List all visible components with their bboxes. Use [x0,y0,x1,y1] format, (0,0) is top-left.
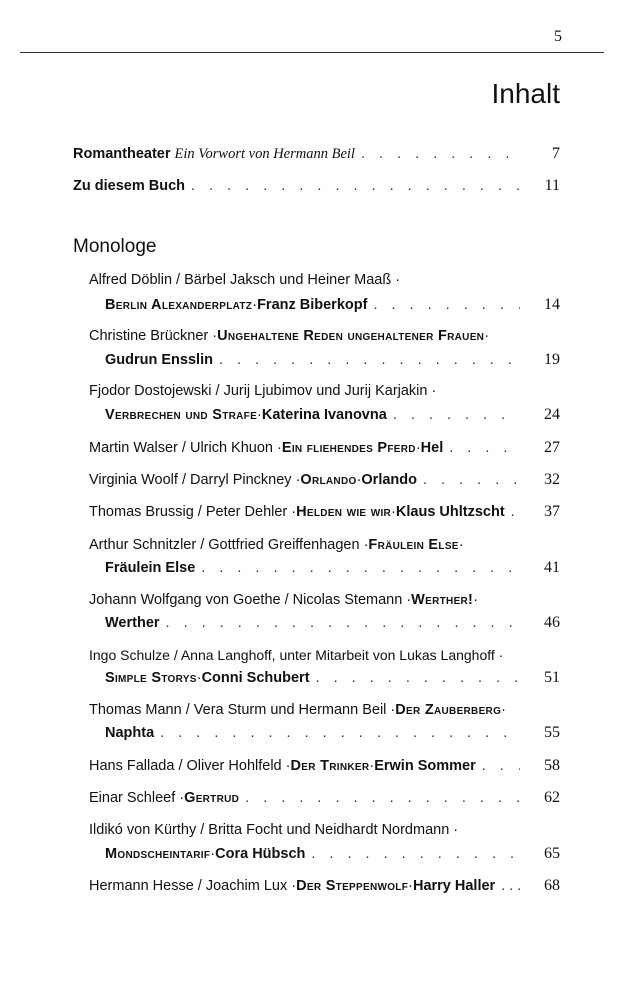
leader-dots [361,144,520,164]
leader-dots [201,558,520,578]
entry-work: Orlando [300,472,357,488]
separator: · [415,440,421,456]
page-number: 5 [554,28,562,45]
entry-author: Alfred Döblin / Bärbel Jaksch und Heiner Maaß · [89,272,401,288]
separator: · [252,297,258,313]
separator: · [408,878,413,894]
leader-dots [423,470,520,490]
entry-role: Gudrun Ensslin [105,352,213,368]
entry-author: Einar Schleef · [89,790,185,806]
separator: · [473,592,479,608]
entry-author: Arthur Schnitzler / Gottfried Greiffenhagen · [89,537,369,553]
toc-entry[interactable] [105,405,560,425]
entry-page: 32 [544,471,560,488]
separator: · [356,472,362,488]
entry-work: Verbrechen und Strafe [105,407,258,423]
leader-dots [511,502,520,522]
leader-dots [449,438,520,458]
toc-entry-line[interactable] [89,820,560,840]
toc-entry-line[interactable] [89,326,560,346]
entry-role: Conni Schubert [201,670,310,686]
entry-work: Mondscheintarif [105,846,211,862]
toc-entry[interactable] [105,558,560,578]
toc-entry-line[interactable] [89,645,560,665]
leader-dots [393,405,520,425]
separator: · [369,758,375,774]
toc-entry[interactable] [89,502,560,522]
entry-page: 11 [544,177,560,194]
toc-entry[interactable] [89,788,560,808]
separator: · [391,504,396,520]
separator: · [196,670,202,686]
entry-work: Der Steppenwolf [296,878,409,894]
entry-author: Ingo Schulze / Anna Langhoff, unter Mitarbeit von Lukas Langhoff · [89,647,504,663]
entry-role: Katerina Ivanovna [261,407,387,423]
entry-page: 55 [544,724,560,741]
leader-dots [482,756,520,776]
entry-role: Harry Haller [412,878,496,894]
entry-author: Virginia Woolf / Darryl Pinckney · [89,472,301,488]
entry-author: Christine Brückner · [89,328,218,344]
entry-subtitle: Ein Vorwort von Hermann Beil [174,146,355,162]
entry-role: Cora Hübsch [215,846,306,862]
toc-entry[interactable] [105,295,560,315]
entry-page: 37 [544,503,560,520]
entry-author: Johann Wolfgang von Goethe / Nicolas Stemann · [89,592,412,608]
entry-work: Fräulein Else [368,537,459,553]
entry-page: 27 [544,439,560,456]
toc-entry-line[interactable] [89,381,560,401]
entry-work: Der Trinker [290,758,370,774]
toc-entry[interactable] [105,613,560,633]
entry-page: 65 [544,845,560,862]
entry-work: Simple Storys [105,670,197,686]
entry-work: Werther! [411,592,474,608]
entry-author: Thomas Mann / Vera Sturm und Hermann Beil · [89,702,396,718]
entry-role: Franz Biberkopf [257,297,368,313]
toc-entry-line[interactable] [89,270,560,290]
toc-entry-line[interactable] [89,700,560,720]
leader-dots [245,788,520,808]
toc-entry[interactable] [89,470,560,490]
entry-work: Ungehaltene Reden ungehaltener Frauen [217,328,485,344]
separator: · [257,407,262,423]
entry-role: Orlando [361,472,417,488]
toc-entry[interactable] [73,144,560,164]
entry-page: 7 [552,145,560,162]
entry-author: Hans Fallada / Oliver Hohlfeld · [89,758,291,774]
entry-author: Thomas Brussig / Peter Dehler · [89,504,297,520]
separator: · [210,846,216,862]
toc-entry[interactable] [105,723,560,743]
entry-page: 62 [544,789,560,806]
entry-author: Hermann Hesse / Joachim Lux · [89,878,297,894]
entry-role: Hel [420,440,444,456]
entry-work: Ein fliehendes Pferd [281,440,416,456]
entry-work: Der Zauberberg [395,702,502,718]
section-title: Monologe [73,236,157,257]
entry-page: 51 [544,669,560,686]
toc-entry-line[interactable] [89,590,560,610]
header-rule [20,52,604,53]
entry-work: Berlin Alexanderplatz [105,297,253,313]
entry-page: 41 [544,559,560,576]
toc-entry[interactable] [105,668,560,688]
entry-page: 24 [544,406,560,423]
entry-page: 58 [544,757,560,774]
toc-entry[interactable] [105,350,560,370]
separator: · [501,702,506,718]
entry-role: Erwin Sommer [374,758,476,774]
leader-dots [166,613,520,633]
entry-role: Klaus Uhltzscht [395,504,505,520]
toc-entry[interactable] [105,844,560,864]
toc-entry-line[interactable] [89,535,560,555]
separator: · [458,537,464,553]
toc-entry[interactable] [89,756,560,776]
entry-title: Zu diesem Buch [73,178,185,194]
entry-page: 19 [544,351,560,368]
entry-author: Ildikó von Kürthy / Britta Focht und Neidhardt Nordmann · [89,822,459,838]
separator: · [484,328,490,344]
entry-author: Fjodor Dostojewski / Jurij Ljubimov und Jurij Karjakin · [89,383,437,399]
leader-dots [501,876,520,896]
page-title: Inhalt [491,78,560,109]
entry-role: Werther [105,615,160,631]
entry-role: Naphta [105,725,155,741]
leader-dots [311,844,520,864]
toc-entry[interactable] [73,176,560,196]
entry-author: Martin Walser / Ulrich Khuon · [89,440,282,456]
leader-dots [373,295,520,315]
leader-dots [316,668,520,688]
entry-work: Helden wie wir [296,504,392,520]
leader-dots [219,350,520,370]
entry-role: Fräulein Else [105,560,196,576]
leader-dots [160,723,520,743]
entry-title: Romantheater [73,146,171,162]
entry-page: 68 [544,877,560,894]
toc-entry[interactable] [89,438,560,458]
leader-dots [191,176,520,196]
toc-entry[interactable] [89,876,560,896]
entry-page: 46 [544,614,560,631]
entry-work: Gertrud [184,790,240,806]
entry-page: 14 [544,296,560,313]
